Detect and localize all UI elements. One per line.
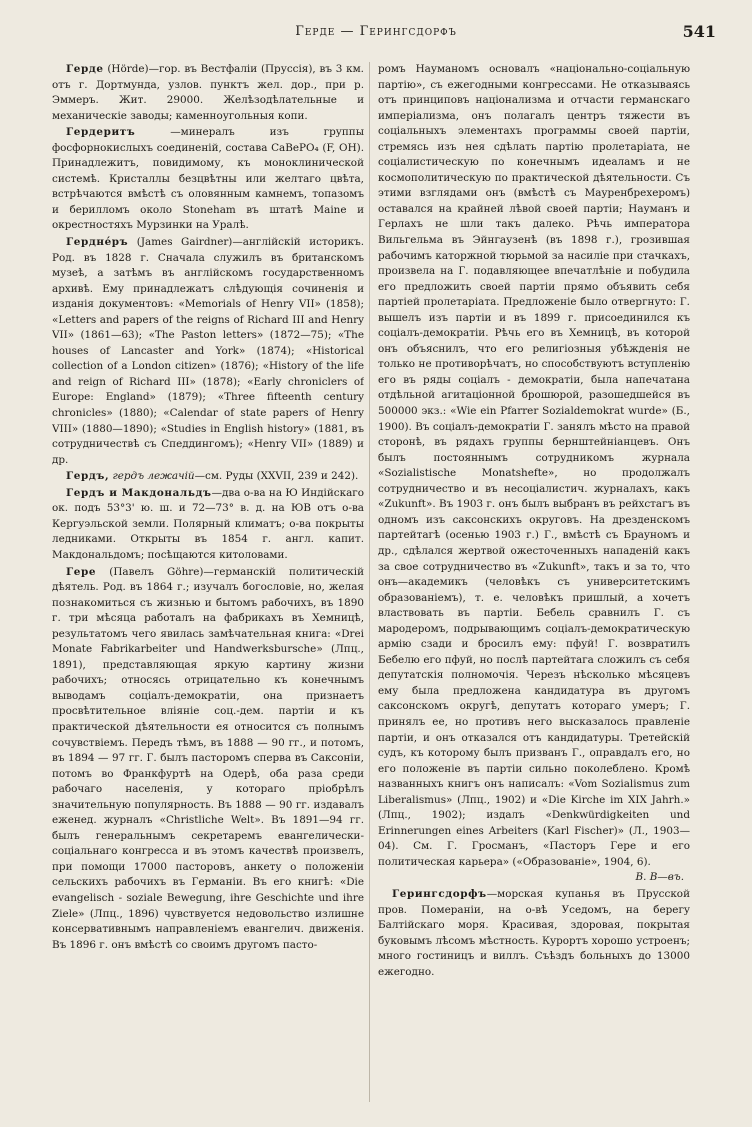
entry-herderit bbox=[52, 125, 364, 234]
entry-body: ромъ Науманомъ основалъ «національно-соціальную партію», съ ежегодными конгрессами. Не отказываясь отъ принциповъ націонализма и отчасти германскаго имперіализма, онъ полагалъ центръ тяжести въ соціальныхъ элементахъ программы своей партіи, стремясь изъ нея сдѣлать партію пролетаріата, не соціалистическую по конечнымъ идеаламъ и не космополитическую по практической дѣятельности. Съ этими взглядами онъ (вмѣстѣ съ Мауренбрехеромъ) оставался на крайней лѣвой своей партіи; Науманъ и Герлахъ не шли такъ далеко. Рѣчь императора Вильгельма въ Эйнгаузенѣ (въ 1898 г.), грозившая рабочимъ каторжной тюрьмой за насиліе при стачкахъ, произвела на Г. подавляющее впечатлѣніе и побудила его предложить своей партіи прямо объявить себя партіей пролетаріата. Предложеніе было отвергнуто: Г. вышелъ изъ партіи и въ 1899 г. присоединился къ соціалъ-демократіи. Рѣчь его въ Хемницѣ, въ которой онъ объяснилъ, что его религіозныя убѣжденія не только не противорѣчатъ, но способствуютъ вступленію его въ ряды соціалъ - демократіи, была напечатана отдѣльной агитаціонной брошюрой, разошедшейся въ 500000 экз.: «Wie ein Pfarrer Sozialdemokrat wurde» (Б., 1900). Въ соціалъ-демократіи Г. занялъ мѣсто на правой сторонѣ, въ рядахъ группы бернштейніанцевъ. Онъ былъ постояннымъ сотрудникомъ журнала «Sozialistische Monatshefte», но продолжалъ сотрудничество и въ несоціалистич. журналахъ, какъ «Zukunft». Въ 1903 г. онъ былъ выбранъ въ рейхстагъ въ одномъ изъ саксонскихъ округовъ. На дрезденскомъ партейтагѣ (осенью 1903 г.) Г., вмѣстѣ съ Брауномъ и др., сдѣлался жертвой ожесточенныхъ нападеній какъ за свое сотрудничество въ «Zukunft», такъ и за то, что онъ—академикъ (человѣкъ съ университетскимъ образованіемъ), т. е. человѣкъ пришлый, а хочетъ властвовать въ партіи. Бебель сравнилъ Г. съ мародеромъ, подрывающимъ соціалъ-демократическую армію сзади и бросилъ ему: пфуй! Г. возвратилъ Бебелю его пфуй, но послѣ партейтага сложилъ съ себя депутатскія полномочія. Черезъ нѣсколько мѣсяцевъ ему была предложена кандидатура въ другомъ саксонскомъ округѣ, депутатъ котораго умеръ; Г. принялъ ее, но противъ него высказалось правленіе партіи, и онъ отказался отъ кандидатуры. Третейскій судъ, къ которому былъ призванъ Г., оправдалъ его, но его положеніе въ партіи сильно поколеблено. Кромѣ названныхъ книгъ онъ написалъ: «Vom Sozialismus zum Liberalismus» (Лпц., 1902) и «Die Kirche im XIX Jahrh.» (Лпц., 1902); издалъ «Denkwürdigkeiten und Erinnerungen eines Arbeiters (Karl Fischer)» (Л., 1903—04). См. Г. Гросманъ, «Пасторъ Гере и его политическая карьера» («Образованіе», 1904, 6). bbox=[378, 63, 690, 868]
column-divider bbox=[369, 62, 370, 1102]
entry-body: —два о-ва на Ю Индійскаго ок. подъ 53°3' ю. ш. и 72—73° в. д. на ЮВ отъ о-ва Кергуэльской земли. Полярный климатъ; о-ва покрыты ледниками. Открыты въ 1854 г. англ. капит. Макдональдомъ; посѣщаются китоловами. bbox=[52, 486, 364, 561]
entry-body: (Hörde)—гор. въ Вестфаліи (Пруссія), въ 3 км. отъ г. Дортмунда, узлов. пунктъ жел. дор., при р. Эммеръ. Жит. 29000. Желѣзодѣлательные и механическіе заводы; каменноугольныя копи. bbox=[52, 63, 364, 122]
headword: Гердъ, bbox=[66, 470, 110, 483]
italic-term: гердъ лежачій bbox=[112, 470, 195, 483]
headword: Герингсдорфъ bbox=[392, 887, 487, 900]
headword: Гердне́ръ bbox=[66, 236, 129, 249]
entry-body: (James Gairdner)—англійскій историкъ. Род. въ 1828 г. Сначала служилъ въ британскомъ музеѣ, а затѣмъ въ англійскомъ государственномъ архивѣ. Ему принадлежатъ слѣдующія сочиненія и изданія документовъ: «Memorials of Henry VII» (1858); «Letters and papers of the reigns of Richard III and Henry VII» (1861—63); «The Paston letters» (1872—75); «The houses of Lancaster and York» (1874); «Historical collection of a London citizen» (1876); «History of the life and reign of Richard III» (1878); «Early chroniclers of Europe: England» (1879); «Three fifteenth century chronicles» (1880); «Calendar of state papers of Henry VIII» (1880—1890); «Studies in English history» (1881, въ сотрудничествѣ съ Спеддингомъ); «Henry VII» (1889) и др. bbox=[52, 236, 364, 466]
entry-gerd bbox=[52, 469, 364, 485]
entry-gohre bbox=[52, 565, 364, 954]
entry-body: —минералъ изъ группы фосфорнокислыхъ соединеній, состава CaBePO₄ (F, OH). Принадлежитъ, повидимому, къ моноклинической системѣ. Кристаллы безцвѣтны или желтаго цвѣта, встрѣчаются вмѣстѣ съ оловянным камнемъ, топазомъ и берилломъ около Stoneham въ штатѣ Maine и окрестностяхъ Мурзинки на Уралѣ. bbox=[52, 126, 364, 232]
left-column bbox=[52, 62, 364, 1102]
author-signature: В. В—въ. bbox=[635, 871, 684, 884]
entry-heard-mcdonald bbox=[52, 486, 364, 564]
right-column bbox=[378, 62, 690, 1102]
entry-heringsdorf bbox=[378, 887, 690, 980]
entry-body: —см. Руды (XXVII, 239 и 242). bbox=[194, 470, 359, 483]
headword: Герде bbox=[66, 63, 104, 75]
entry-gohre-continued bbox=[378, 62, 690, 886]
entry-gairdner bbox=[52, 235, 364, 468]
running-header bbox=[64, 22, 716, 50]
entry-body: (Павелъ Göhre)—германскій политическій дѣятель. Род. въ 1864 г.; изучалъ богословіе, но, желая познакомиться съ жизнью и бытомъ рабочихъ, въ 1890 г. три мѣсяца работалъ на фабрикахъ въ Хемницѣ, результатомъ чего явилась замѣчательная книга: «Drei Monate Fabrikarbeiter und Handwerksbursche» (Лпц., 1891), представляющая яркую картину жизни рабочихъ; относясь отрицательно къ конечнымъ выводамъ соціалъ-демократіи, она признаетъ просвѣтительное вліяніе соц.-дем. партіи и къ практической дѣятельности ея относится съ полнымъ сочувствіемъ. Передъ тѣмъ, въ 1888 — 90 гг., и потомъ, въ 1894 — 97 гг. Г. былъ пасторомъ сперва въ Саксоніи, потомъ во Франкфуртѣ на Одерѣ, оба раза среди рабочаго населенія, у котораго пріобрѣлъ значительную популярность. Въ 1888 — 90 гг. издавалъ еженед. журналъ «Christliche Welt». Въ 1891—94 гг. былъ генеральнымъ секретаремъ евангелически-соціальнаго конгресса и въ этомъ качествѣ произвелъ, при помощи 17000 пасторовъ, анкету о положеніи сельскихъ рабочихъ въ Германіи. Въ его книгѣ: «Die evangelisch - soziale Bewegung, ihre Geschichte und ihre Ziele» (Лпц., 1896) чувствуется недовольство излишне консервативнымъ направленіемъ евангелич. движенія. Въ 1896 г. онъ вмѣстѣ со своимъ другомъ пасто- bbox=[52, 565, 364, 951]
headword: Гере bbox=[66, 565, 97, 578]
header-title: Герде — Герингсдорфъ bbox=[295, 24, 457, 39]
entry-body: —морская купанья въ Прусской пров. Помераніи, на о-вѣ Уседомъ, на берегу Балтійскаго моря. Красивая, здоровая, покрытая буковымъ лѣсомъ мѣстность. Курортъ хорошо устроенъ; много гостиницъ и виллъ. Съѣздъ больныхъ до 13000 ежегодно. bbox=[378, 887, 690, 978]
headword: Гердъ и Макдональдъ bbox=[66, 486, 212, 499]
headword: Гердеритъ bbox=[66, 126, 136, 139]
page-number: 541 bbox=[682, 22, 716, 41]
entry-herde bbox=[52, 62, 364, 124]
